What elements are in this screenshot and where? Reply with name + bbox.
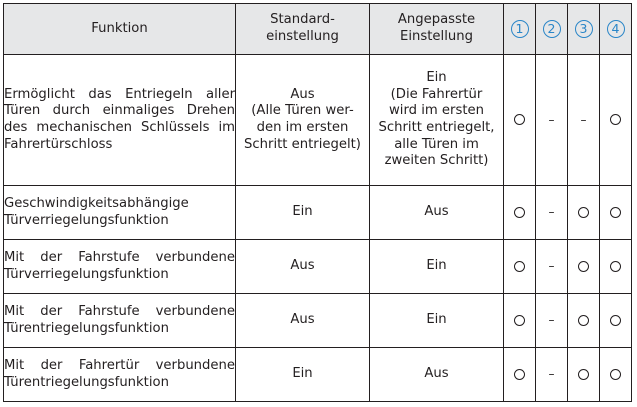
cell-mark bbox=[504, 348, 536, 402]
cell-funktion: Ermöglicht das Entriegeln aller Türen durch einmaliges Drehen des mechanischen Schlüssels im Fahrertürschloss bbox=[4, 55, 236, 186]
circle-icon bbox=[578, 315, 589, 326]
cell-mark bbox=[600, 348, 632, 402]
cell-standard: Aus (Alle Türen wer- den im ersten Schritt entriegelt) bbox=[236, 55, 370, 186]
cell-mark bbox=[600, 186, 632, 240]
dash-mark: – bbox=[548, 112, 555, 127]
circle-icon bbox=[610, 207, 621, 218]
cell-mark bbox=[600, 55, 632, 186]
circle-icon bbox=[514, 207, 525, 218]
cell-angepasst: Ein bbox=[370, 294, 504, 348]
cell-funktion: Mit der Fahrstufe verbundene Türverriegelungsfunktion bbox=[4, 240, 236, 294]
cell-mark bbox=[504, 294, 536, 348]
circle-icon bbox=[578, 369, 589, 380]
circled-number-4-icon: 4 bbox=[607, 20, 625, 38]
header-col-4 bbox=[600, 4, 632, 55]
circled-number-1-icon: 1 bbox=[511, 20, 529, 38]
cell-mark bbox=[504, 186, 536, 240]
header-angepasst: Angepasste Einstellung bbox=[370, 4, 504, 55]
dash-mark: – bbox=[548, 367, 555, 382]
circle-icon bbox=[514, 369, 525, 380]
circle-icon bbox=[610, 261, 621, 272]
cell-mark bbox=[536, 294, 568, 348]
cell-mark bbox=[600, 294, 632, 348]
header-standard: Standard- einstellung bbox=[236, 4, 370, 55]
cell-mark bbox=[568, 348, 600, 402]
cell-standard: Aus bbox=[236, 294, 370, 348]
cell-angepasst: Aus bbox=[370, 348, 504, 402]
cell-mark bbox=[504, 240, 536, 294]
settings-table bbox=[3, 3, 632, 402]
circle-icon bbox=[610, 114, 621, 125]
header-col-3 bbox=[568, 4, 600, 55]
dash-mark: – bbox=[548, 205, 555, 220]
header-funktion: Funktion bbox=[4, 4, 236, 55]
circled-number-3-icon: 3 bbox=[575, 20, 593, 38]
circle-icon bbox=[514, 315, 525, 326]
cell-mark bbox=[536, 55, 568, 186]
circle-icon bbox=[514, 114, 525, 125]
cell-mark bbox=[568, 294, 600, 348]
table-row bbox=[4, 55, 632, 186]
cell-standard: Aus bbox=[236, 240, 370, 294]
cell-angepasst: Ein bbox=[370, 240, 504, 294]
cell-mark bbox=[600, 240, 632, 294]
dash-mark: – bbox=[580, 112, 587, 127]
circle-icon bbox=[514, 261, 525, 272]
table-row bbox=[4, 348, 632, 402]
cell-funktion: Mit der Fahrstufe verbundene Türentriegelungsfunktion bbox=[4, 294, 236, 348]
cell-funktion: Geschwindigkeitsabhängige Türverriegelungsfunktion bbox=[4, 186, 236, 240]
header-col-2 bbox=[536, 4, 568, 55]
circled-number-2-icon: 2 bbox=[543, 20, 561, 38]
cell-mark bbox=[568, 55, 600, 186]
dash-mark: – bbox=[548, 259, 555, 274]
cell-angepasst: Aus bbox=[370, 186, 504, 240]
header-col-1 bbox=[504, 4, 536, 55]
table-row bbox=[4, 294, 632, 348]
cell-mark bbox=[504, 55, 536, 186]
cell-standard: Ein bbox=[236, 186, 370, 240]
dash-mark: – bbox=[548, 313, 555, 328]
cell-mark bbox=[536, 186, 568, 240]
circle-icon bbox=[610, 369, 621, 380]
cell-mark bbox=[536, 348, 568, 402]
circle-icon bbox=[578, 261, 589, 272]
circle-icon bbox=[578, 207, 589, 218]
header-row bbox=[4, 4, 632, 55]
cell-mark bbox=[568, 240, 600, 294]
cell-funktion: Mit der Fahrertür verbundene Türentriegelungsfunktion bbox=[4, 348, 236, 402]
cell-mark bbox=[536, 240, 568, 294]
circle-icon bbox=[610, 315, 621, 326]
table-row bbox=[4, 186, 632, 240]
cell-angepasst: Ein (Die Fahrertür wird im ersten Schritt entriegelt, alle Türen im zweiten Schritt) bbox=[370, 55, 504, 186]
cell-mark bbox=[568, 186, 600, 240]
cell-standard: Ein bbox=[236, 348, 370, 402]
table-row bbox=[4, 240, 632, 294]
